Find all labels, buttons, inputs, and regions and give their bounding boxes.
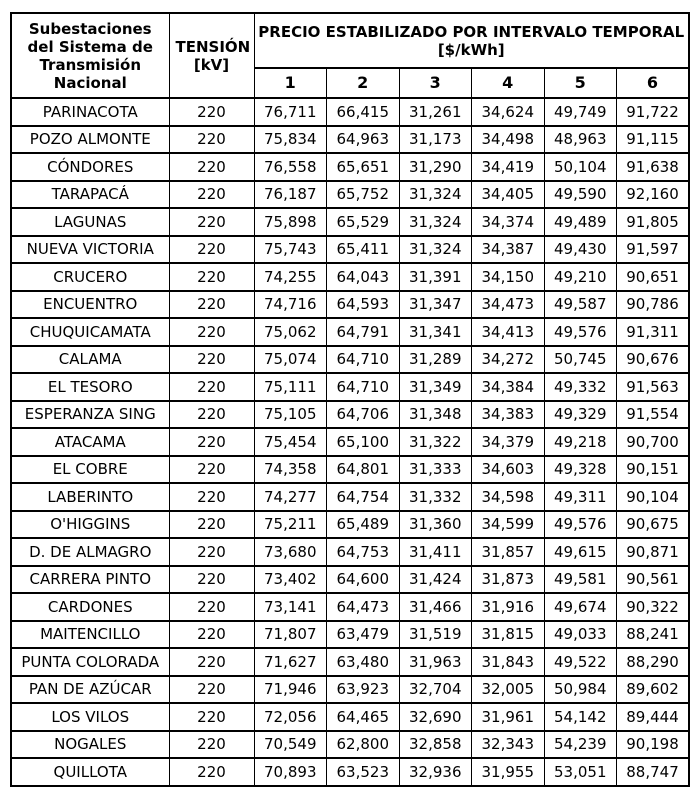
substation-name-cell: CÓNDORES [11, 153, 169, 181]
substation-name-cell: D. DE ALMAGRO [11, 538, 169, 566]
col-header-interval-5: 5 [544, 68, 617, 98]
tension-cell: 220 [169, 98, 254, 126]
table-row [11, 208, 689, 236]
table-row [11, 98, 689, 126]
price-cell-4: 32,005 [472, 676, 545, 704]
price-cell-4: 34,598 [472, 483, 545, 511]
tension-cell: 220 [169, 428, 254, 456]
price-cell-6: 90,198 [617, 731, 690, 759]
price-cell-5: 50,104 [544, 153, 617, 181]
price-cell-5: 49,430 [544, 236, 617, 264]
price-cell-4: 34,383 [472, 401, 545, 429]
price-cell-3: 32,690 [399, 703, 472, 731]
price-cell-4: 34,150 [472, 263, 545, 291]
substation-name-cell: ATACAMA [11, 428, 169, 456]
table-row [11, 483, 689, 511]
substation-name-cell: QUILLOTA [11, 758, 169, 786]
tension-cell: 220 [169, 318, 254, 346]
price-cell-5: 49,576 [544, 318, 617, 346]
col-header-interval-1: 1 [254, 68, 327, 98]
col-header-price-intervals: PRECIO ESTABILIZADO POR INTERVALO TEMPORAL [$/kWh] [254, 13, 689, 68]
price-cell-6: 90,651 [617, 263, 690, 291]
price-cell-6: 91,115 [617, 126, 690, 154]
price-cell-6: 92,160 [617, 181, 690, 209]
price-cell-4: 34,405 [472, 181, 545, 209]
price-cell-5: 49,576 [544, 511, 617, 539]
substation-name-cell: CRUCERO [11, 263, 169, 291]
price-cell-3: 32,936 [399, 758, 472, 786]
table-row [11, 428, 689, 456]
price-cell-4: 34,624 [472, 98, 545, 126]
price-cell-6: 90,104 [617, 483, 690, 511]
substation-name-cell: ESPERANZA SING [11, 401, 169, 429]
price-cell-4: 31,916 [472, 593, 545, 621]
tension-cell: 220 [169, 456, 254, 484]
price-cell-1: 75,211 [254, 511, 327, 539]
price-cell-4: 34,599 [472, 511, 545, 539]
header-row-top [11, 13, 689, 68]
price-cell-6: 91,722 [617, 98, 690, 126]
price-cell-2: 64,706 [327, 401, 400, 429]
price-cell-2: 64,710 [327, 346, 400, 374]
price-cell-5: 50,745 [544, 346, 617, 374]
price-cell-2: 65,411 [327, 236, 400, 264]
price-cell-1: 74,255 [254, 263, 327, 291]
price-cell-6: 90,151 [617, 456, 690, 484]
tension-cell: 220 [169, 731, 254, 759]
price-cell-3: 31,324 [399, 208, 472, 236]
tension-cell: 220 [169, 676, 254, 704]
table-row [11, 593, 689, 621]
price-cell-1: 71,946 [254, 676, 327, 704]
price-cell-5: 49,329 [544, 401, 617, 429]
tension-cell: 220 [169, 208, 254, 236]
price-cell-3: 31,324 [399, 236, 472, 264]
price-cell-4: 34,498 [472, 126, 545, 154]
price-cell-6: 91,638 [617, 153, 690, 181]
price-cell-5: 49,033 [544, 621, 617, 649]
price-cell-1: 75,898 [254, 208, 327, 236]
tension-cell: 220 [169, 593, 254, 621]
price-cell-3: 31,424 [399, 566, 472, 594]
price-cell-3: 31,963 [399, 648, 472, 676]
price-cell-4: 34,419 [472, 153, 545, 181]
price-cell-5: 49,581 [544, 566, 617, 594]
price-cell-5: 49,332 [544, 373, 617, 401]
price-cell-6: 90,561 [617, 566, 690, 594]
price-cell-4: 31,955 [472, 758, 545, 786]
price-cell-1: 75,743 [254, 236, 327, 264]
price-cell-6: 91,597 [617, 236, 690, 264]
price-cell-1: 76,558 [254, 153, 327, 181]
price-cell-6: 91,563 [617, 373, 690, 401]
tension-cell: 220 [169, 346, 254, 374]
tension-cell: 220 [169, 263, 254, 291]
price-cell-3: 31,173 [399, 126, 472, 154]
tension-cell: 220 [169, 648, 254, 676]
table-row [11, 566, 689, 594]
tension-cell: 220 [169, 483, 254, 511]
price-cell-5: 49,749 [544, 98, 617, 126]
table-row [11, 676, 689, 704]
tension-cell: 220 [169, 621, 254, 649]
price-cell-1: 75,074 [254, 346, 327, 374]
price-cell-5: 53,051 [544, 758, 617, 786]
price-cell-4: 34,379 [472, 428, 545, 456]
tension-cell: 220 [169, 291, 254, 319]
price-cell-6: 89,602 [617, 676, 690, 704]
table-row [11, 263, 689, 291]
substation-name-cell: O'HIGGINS [11, 511, 169, 539]
price-cell-6: 88,747 [617, 758, 690, 786]
col-header-interval-6: 6 [617, 68, 690, 98]
col-header-tension: TENSIÓN [kV] [169, 13, 254, 98]
price-cell-6: 88,290 [617, 648, 690, 676]
price-cell-1: 76,187 [254, 181, 327, 209]
table-row [11, 511, 689, 539]
price-cell-2: 64,801 [327, 456, 400, 484]
price-cell-1: 73,680 [254, 538, 327, 566]
price-cell-4: 31,843 [472, 648, 545, 676]
price-cell-6: 90,676 [617, 346, 690, 374]
substation-name-cell: NUEVA VICTORIA [11, 236, 169, 264]
price-cell-3: 32,704 [399, 676, 472, 704]
price-cell-2: 63,480 [327, 648, 400, 676]
table-row [11, 538, 689, 566]
tension-cell: 220 [169, 126, 254, 154]
price-cell-5: 49,674 [544, 593, 617, 621]
price-cell-2: 65,529 [327, 208, 400, 236]
price-cell-3: 31,341 [399, 318, 472, 346]
price-cell-2: 64,963 [327, 126, 400, 154]
table-row [11, 126, 689, 154]
price-cell-6: 88,241 [617, 621, 690, 649]
substation-name-cell: PARINACOTA [11, 98, 169, 126]
tension-cell: 220 [169, 511, 254, 539]
substation-name-cell: POZO ALMONTE [11, 126, 169, 154]
price-cell-6: 90,786 [617, 291, 690, 319]
price-cell-5: 49,328 [544, 456, 617, 484]
substation-name-cell: PUNTA COLORADA [11, 648, 169, 676]
price-cell-2: 64,753 [327, 538, 400, 566]
price-cell-3: 31,466 [399, 593, 472, 621]
price-cell-1: 70,549 [254, 731, 327, 759]
tension-cell: 220 [169, 758, 254, 786]
price-cell-6: 91,805 [617, 208, 690, 236]
price-cell-3: 31,347 [399, 291, 472, 319]
price-cell-2: 63,523 [327, 758, 400, 786]
tension-cell: 220 [169, 538, 254, 566]
price-cell-1: 75,062 [254, 318, 327, 346]
table-header [11, 13, 689, 98]
price-cell-2: 64,791 [327, 318, 400, 346]
substation-name-cell: LOS VILOS [11, 703, 169, 731]
price-cell-4: 34,413 [472, 318, 545, 346]
price-cell-1: 75,105 [254, 401, 327, 429]
price-cell-4: 34,384 [472, 373, 545, 401]
price-cell-6: 90,675 [617, 511, 690, 539]
table-row [11, 236, 689, 264]
price-cell-5: 49,522 [544, 648, 617, 676]
price-cell-5: 49,615 [544, 538, 617, 566]
price-cell-1: 73,141 [254, 593, 327, 621]
price-cell-4: 31,961 [472, 703, 545, 731]
table-row [11, 401, 689, 429]
price-cell-3: 31,349 [399, 373, 472, 401]
price-cell-2: 64,600 [327, 566, 400, 594]
price-cell-4: 34,387 [472, 236, 545, 264]
price-cell-6: 91,311 [617, 318, 690, 346]
price-cell-4: 32,343 [472, 731, 545, 759]
price-cell-1: 71,627 [254, 648, 327, 676]
price-cell-3: 31,360 [399, 511, 472, 539]
price-cell-3: 32,858 [399, 731, 472, 759]
col-header-interval-4: 4 [472, 68, 545, 98]
price-cell-4: 31,815 [472, 621, 545, 649]
table-row [11, 703, 689, 731]
price-cell-2: 65,100 [327, 428, 400, 456]
price-cell-5: 54,142 [544, 703, 617, 731]
table-row [11, 181, 689, 209]
substation-name-cell: LABERINTO [11, 483, 169, 511]
price-cell-4: 34,272 [472, 346, 545, 374]
price-cell-4: 34,374 [472, 208, 545, 236]
table-row [11, 731, 689, 759]
price-cell-1: 70,893 [254, 758, 327, 786]
substation-name-cell: EL COBRE [11, 456, 169, 484]
substation-name-cell: LAGUNAS [11, 208, 169, 236]
price-cell-2: 64,593 [327, 291, 400, 319]
price-cell-2: 66,415 [327, 98, 400, 126]
price-cell-6: 90,700 [617, 428, 690, 456]
price-cell-5: 49,489 [544, 208, 617, 236]
table-row [11, 648, 689, 676]
price-cell-2: 64,710 [327, 373, 400, 401]
price-cell-1: 76,711 [254, 98, 327, 126]
table-row [11, 456, 689, 484]
price-cell-1: 72,056 [254, 703, 327, 731]
price-cell-5: 49,210 [544, 263, 617, 291]
tension-cell: 220 [169, 566, 254, 594]
price-cell-6: 90,871 [617, 538, 690, 566]
tension-cell: 220 [169, 703, 254, 731]
price-cell-1: 71,807 [254, 621, 327, 649]
price-cell-1: 75,834 [254, 126, 327, 154]
price-cell-5: 54,239 [544, 731, 617, 759]
table-row [11, 346, 689, 374]
col-header-substations: Subestaciones del Sistema de Transmisión Nacional [11, 13, 169, 98]
price-cell-1: 74,716 [254, 291, 327, 319]
price-cell-1: 74,358 [254, 456, 327, 484]
price-cell-2: 62,800 [327, 731, 400, 759]
tension-cell: 220 [169, 236, 254, 264]
price-cell-3: 31,332 [399, 483, 472, 511]
stabilized-price-table [10, 12, 690, 787]
price-cell-2: 65,651 [327, 153, 400, 181]
substation-name-cell: EL TESORO [11, 373, 169, 401]
price-cell-3: 31,348 [399, 401, 472, 429]
substation-name-cell: CARDONES [11, 593, 169, 621]
col-header-interval-2: 2 [327, 68, 400, 98]
price-cell-2: 64,754 [327, 483, 400, 511]
substation-name-cell: NOGALES [11, 731, 169, 759]
price-cell-1: 74,277 [254, 483, 327, 511]
table-row [11, 621, 689, 649]
price-cell-4: 34,603 [472, 456, 545, 484]
price-cell-2: 65,489 [327, 511, 400, 539]
price-cell-3: 31,261 [399, 98, 472, 126]
price-cell-1: 73,402 [254, 566, 327, 594]
substation-name-cell: PAN DE AZÚCAR [11, 676, 169, 704]
price-cell-5: 49,590 [544, 181, 617, 209]
price-cell-6: 90,322 [617, 593, 690, 621]
price-cell-2: 63,923 [327, 676, 400, 704]
table-body [11, 98, 689, 786]
price-cell-2: 63,479 [327, 621, 400, 649]
price-cell-3: 31,290 [399, 153, 472, 181]
price-cell-4: 31,857 [472, 538, 545, 566]
table-row [11, 373, 689, 401]
substation-name-cell: MAITENCILLO [11, 621, 169, 649]
price-cell-6: 89,444 [617, 703, 690, 731]
price-cell-3: 31,333 [399, 456, 472, 484]
price-cell-5: 50,984 [544, 676, 617, 704]
price-cell-3: 31,391 [399, 263, 472, 291]
price-cell-3: 31,289 [399, 346, 472, 374]
price-cell-5: 49,587 [544, 291, 617, 319]
table-row [11, 318, 689, 346]
price-cell-3: 31,322 [399, 428, 472, 456]
price-cell-5: 49,218 [544, 428, 617, 456]
substation-name-cell: CALAMA [11, 346, 169, 374]
price-cell-3: 31,324 [399, 181, 472, 209]
price-cell-5: 48,963 [544, 126, 617, 154]
price-cell-4: 34,473 [472, 291, 545, 319]
price-cell-2: 64,043 [327, 263, 400, 291]
tension-cell: 220 [169, 401, 254, 429]
substation-name-cell: CARRERA PINTO [11, 566, 169, 594]
tension-cell: 220 [169, 373, 254, 401]
tension-cell: 220 [169, 181, 254, 209]
table-row [11, 153, 689, 181]
price-cell-1: 75,454 [254, 428, 327, 456]
price-cell-1: 75,111 [254, 373, 327, 401]
substation-name-cell: CHUQUICAMATA [11, 318, 169, 346]
price-cell-2: 64,465 [327, 703, 400, 731]
substation-name-cell: TARAPACÁ [11, 181, 169, 209]
price-cell-6: 91,554 [617, 401, 690, 429]
price-cell-3: 31,411 [399, 538, 472, 566]
price-cell-2: 64,473 [327, 593, 400, 621]
table-row [11, 291, 689, 319]
substation-name-cell: ENCUENTRO [11, 291, 169, 319]
col-header-interval-3: 3 [399, 68, 472, 98]
price-cell-5: 49,311 [544, 483, 617, 511]
tension-cell: 220 [169, 153, 254, 181]
price-cell-2: 65,752 [327, 181, 400, 209]
price-cell-4: 31,873 [472, 566, 545, 594]
price-cell-3: 31,519 [399, 621, 472, 649]
table-row [11, 758, 689, 786]
